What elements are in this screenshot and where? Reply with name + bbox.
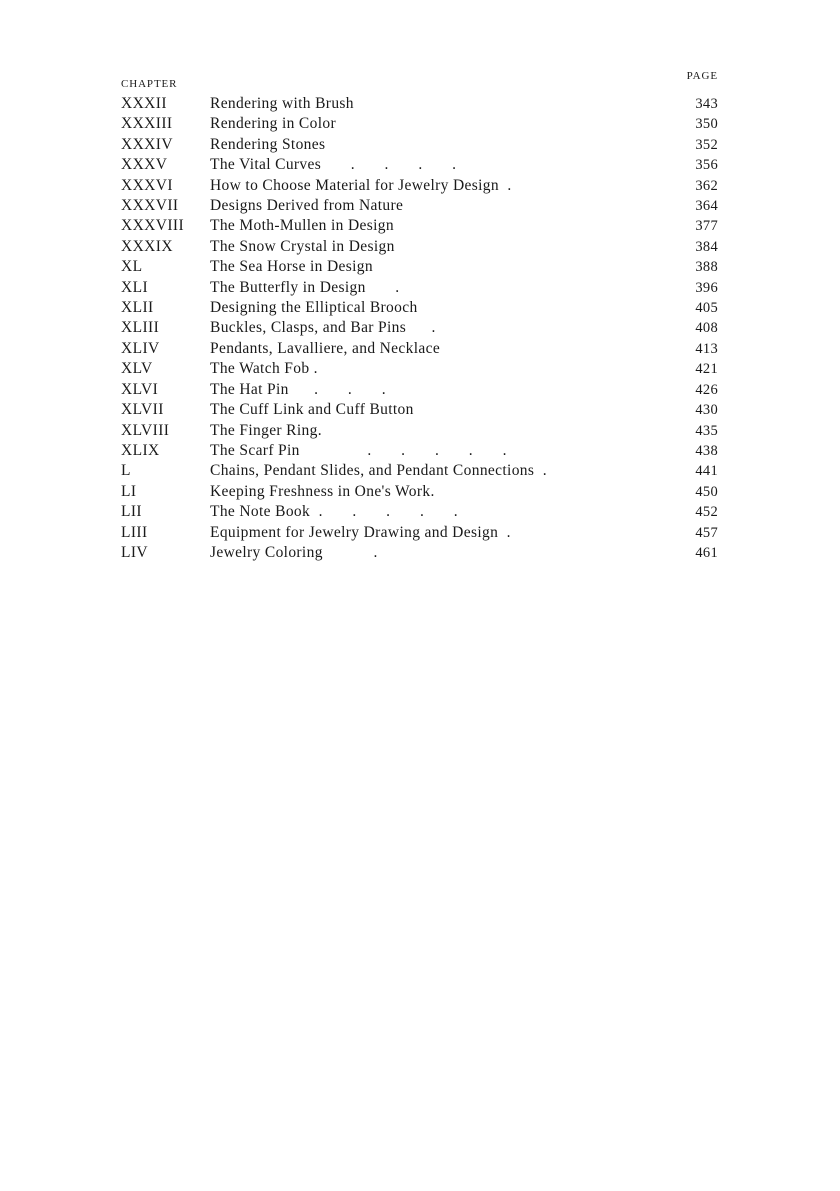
page-column-header: PAGE xyxy=(686,70,718,82)
chapter-title: Equipment for Jewelry Drawing and Design . xyxy=(210,523,511,541)
chapter-column-header: CHAPTER xyxy=(121,78,178,90)
toc-entry xyxy=(121,400,718,420)
chapter-title: The Cuff Link and Cuff Button xyxy=(210,401,414,419)
toc-entry xyxy=(121,318,718,338)
page-number: 421 xyxy=(695,361,718,378)
chapter-title: The Sea Horse in Design xyxy=(210,258,374,276)
chapter-number: XLIII xyxy=(121,319,160,337)
toc-entry xyxy=(121,257,718,277)
chapter-number: XLI xyxy=(121,278,149,296)
toc-entry-list xyxy=(121,94,718,563)
page-number: 405 xyxy=(695,300,718,317)
chapter-title: The Scarf Pin . . . . . xyxy=(210,441,507,459)
page-number: 430 xyxy=(695,402,718,419)
page-number: 352 xyxy=(695,136,718,153)
toc-entry xyxy=(121,278,718,298)
chapter-title: The Hat Pin . . . xyxy=(210,380,386,398)
page-number: 384 xyxy=(695,238,718,255)
page-number: 461 xyxy=(695,544,718,561)
toc-entry xyxy=(121,176,718,196)
chapter-number: LI xyxy=(121,482,137,500)
table-of-contents xyxy=(121,70,718,563)
page-number: 408 xyxy=(695,320,718,337)
page-number: 388 xyxy=(695,259,718,276)
chapter-number: XLVII xyxy=(121,401,164,419)
page-number: 364 xyxy=(695,198,718,215)
chapter-title: The Note Book . . . . . xyxy=(210,503,458,521)
chapter-number: XXXII xyxy=(121,95,167,112)
page-number: 450 xyxy=(695,483,718,500)
chapter-title: Designs Derived from Nature xyxy=(210,197,404,215)
page-number: 356 xyxy=(695,157,718,174)
chapter-number: L xyxy=(121,462,131,480)
chapter-number: XXXIV xyxy=(121,135,173,153)
toc-entry xyxy=(121,114,718,134)
chapter-number: XXXIII xyxy=(121,115,173,133)
toc-entry xyxy=(121,543,718,563)
page-number: 441 xyxy=(695,463,718,480)
toc-entry xyxy=(121,339,718,359)
page-number: 343 xyxy=(695,96,718,112)
chapter-title: The Snow Crystal in Design xyxy=(210,237,395,255)
toc-entry xyxy=(121,237,718,257)
toc-entry xyxy=(121,421,718,441)
chapter-number: XXXVII xyxy=(121,197,179,215)
toc-entry xyxy=(121,216,718,236)
toc-entry xyxy=(121,380,718,400)
page-number: 457 xyxy=(695,524,718,541)
chapter-title: Pendants, Lavalliere, and Necklace xyxy=(210,339,441,357)
chapter-title: The Watch Fob . xyxy=(210,360,318,378)
chapter-number: LIV xyxy=(121,543,149,561)
toc-entry xyxy=(121,155,718,175)
page-number: 413 xyxy=(695,340,718,357)
chapter-title: Buckles, Clasps, and Bar Pins . xyxy=(210,319,436,337)
chapter-title: Rendering with Brush xyxy=(210,95,354,112)
page-number: 435 xyxy=(695,422,718,439)
chapter-title: Chains, Pendant Slides, and Pendant Connections . xyxy=(210,462,547,480)
toc-entry xyxy=(121,461,718,481)
page-number: 452 xyxy=(695,504,718,521)
toc-entry xyxy=(121,441,718,461)
chapter-number: XLIX xyxy=(121,441,160,459)
chapter-number: XLVIII xyxy=(121,421,170,439)
page-number: 438 xyxy=(695,442,718,459)
chapter-title: The Vital Curves . . . . xyxy=(210,156,457,174)
page-number: 396 xyxy=(695,279,718,296)
toc-entry xyxy=(121,523,718,543)
chapter-title: How to Choose Material for Jewelry Design . xyxy=(210,176,512,194)
chapter-number: XLVI xyxy=(121,380,159,398)
chapter-title: The Moth-Mullen in Design xyxy=(210,217,394,235)
page-number: 377 xyxy=(695,218,718,235)
chapter-number: XLII xyxy=(121,299,154,317)
chapter-number: XLIV xyxy=(121,339,160,357)
toc-entry xyxy=(121,359,718,379)
chapter-number: LII xyxy=(121,503,142,521)
chapter-title: The Finger Ring. xyxy=(210,421,322,439)
page-number: 362 xyxy=(695,177,718,194)
toc-entry xyxy=(121,196,718,216)
chapter-number: XL xyxy=(121,258,143,276)
chapter-number: XLV xyxy=(121,360,153,378)
chapter-number: XXXV xyxy=(121,156,168,174)
toc-entry xyxy=(121,135,718,155)
chapter-title: Jewelry Coloring . xyxy=(210,543,378,561)
chapter-number: LIII xyxy=(121,523,148,541)
chapter-number: XXXVI xyxy=(121,176,173,194)
chapter-number: XXXIX xyxy=(121,237,173,255)
toc-header xyxy=(121,70,718,94)
chapter-title: Designing the Elliptical Brooch xyxy=(210,299,418,317)
toc-entry xyxy=(121,94,718,114)
page-number: 426 xyxy=(695,381,718,398)
chapter-title: Rendering Stones xyxy=(210,135,326,153)
toc-entry xyxy=(121,482,718,502)
toc-entry xyxy=(121,502,718,522)
chapter-title: The Butterfly in Design . xyxy=(210,278,400,296)
chapter-title: Keeping Freshness in One's Work. xyxy=(210,482,435,500)
chapter-title: Rendering in Color xyxy=(210,115,336,133)
toc-entry xyxy=(121,298,718,318)
page-number: 350 xyxy=(695,116,718,133)
chapter-number: XXXVIII xyxy=(121,217,185,235)
